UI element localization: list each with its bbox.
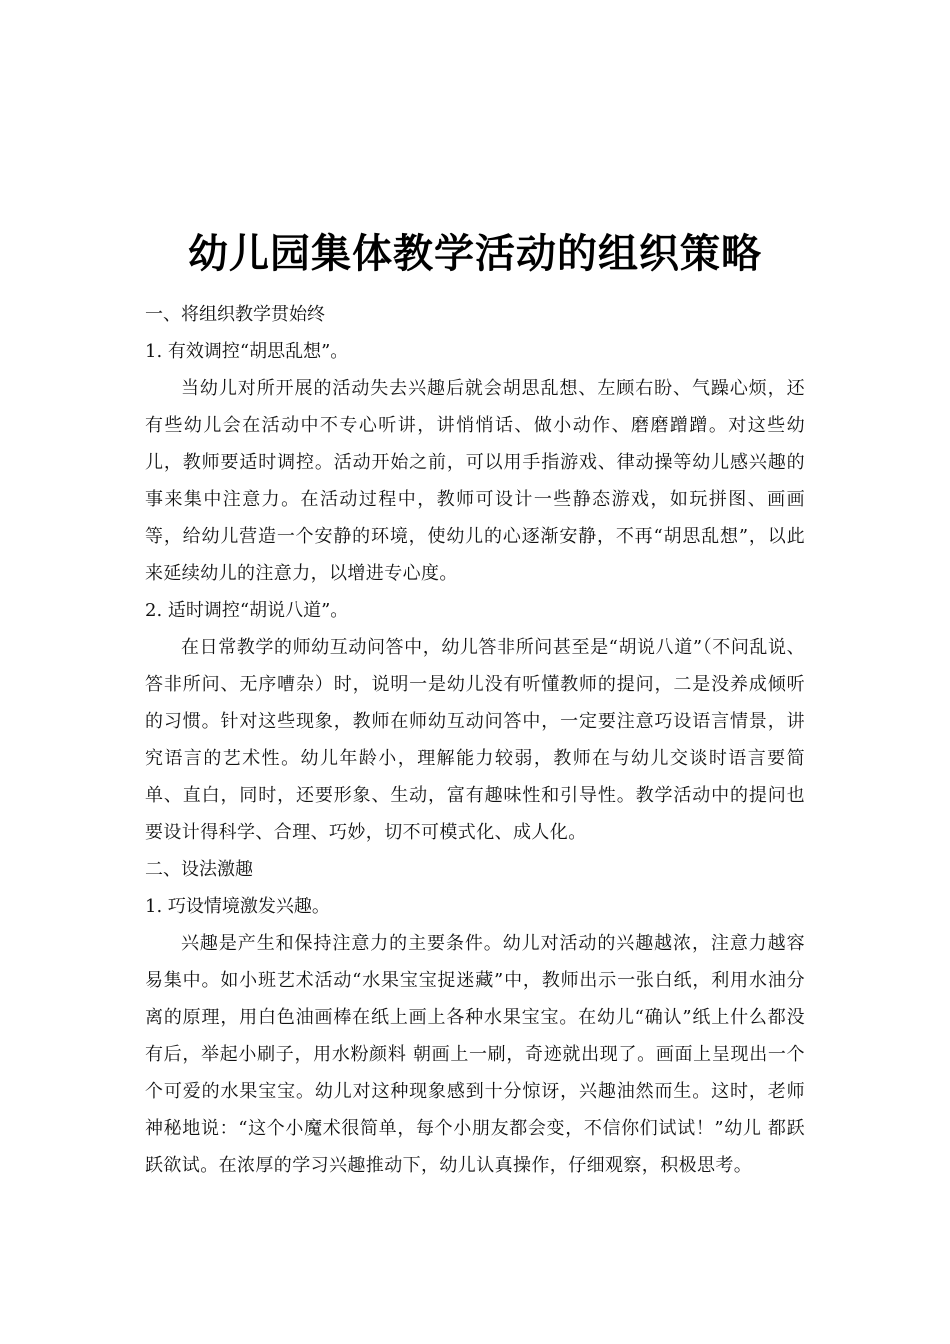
body-paragraph-1: 当幼儿对所开展的活动失去兴趣后就会胡思乱想、左顾右盼、气躁心烦，还有些幼儿会在活动中不专心听讲，讲悄悄话、做小动作、磨磨蹭蹭。对这些幼儿，教师要适时调控。活动开始之前，可以用手指游戏、律动操等幼儿感兴趣的事来集中注意力。在活动过程中，教师可设计一些静态游戏，如玩拼图、画画等，给幼儿营造一个安静的环境，使幼儿的心逐渐安静，不再“胡思乱想”，以此来延续幼儿的注意力，以增进专心度。 — [145, 378, 805, 584]
page-title: 幼儿园集体教学活动的组织策略 — [188, 231, 762, 277]
body-paragraph-3: 兴趣是产生和保持注意力的主要条件。幼儿对活动的兴趣越浓，注意力越容易集中。如小班艺术活动“水果宝宝捉迷藏”中，教师出示一张白纸，利用水油分离的原理，用白色油画棒在纸上画上各种水果宝宝。在幼儿“确认”纸上什么都没有后，举起小刷子，用水粉颜料 朝画上一刷，奇迹就出现了。画面上呈现出一个个可爱的水果宝宝。幼儿对这种现象感到十分惊讶，兴趣油然而生。这时，老师神秘地说：“这个小魔术很简单，每个小朋友都会变，不信你们试试！”幼儿 都跃跃欲试。在浓厚的学习兴趣推动下，幼儿认真操作，仔细观察，积极思考。 — [145, 933, 805, 1176]
body-paragraph-2: 在日常教学的师幼互动问答中，幼儿答非所问甚至是“胡说八道”（不问乱说、答非所问、无序嘈杂）时，说明一是幼儿没有听懂教师的提问，二是没养成倾听的习惯。针对这些现象，教师在师幼互动问答中，一定要注意巧设语言情景，讲究语言的艺术性。幼儿年龄小，理解能力较弱，教师在与幼儿交谈时语言要简单、直白，同时，还要形象、生动，富有趣味性和引导性。教学活动中的提问也要设计得科学、合理、巧妙，切不可模式化、成人化。 — [145, 637, 805, 843]
subsection-heading-1-2: 2. 适时调控“胡说八道”。 — [145, 600, 349, 621]
subsection-heading-2-1: 1. 巧设情境激发兴趣。 — [145, 896, 330, 917]
document-body — [145, 296, 805, 1184]
section-heading-2: 二、设法激趣 — [145, 859, 253, 880]
subsection-heading-1-1: 1. 有效调控“胡思乱想”。 — [145, 341, 349, 362]
section-heading-1: 一、将组织教学贯始终 — [145, 304, 325, 325]
